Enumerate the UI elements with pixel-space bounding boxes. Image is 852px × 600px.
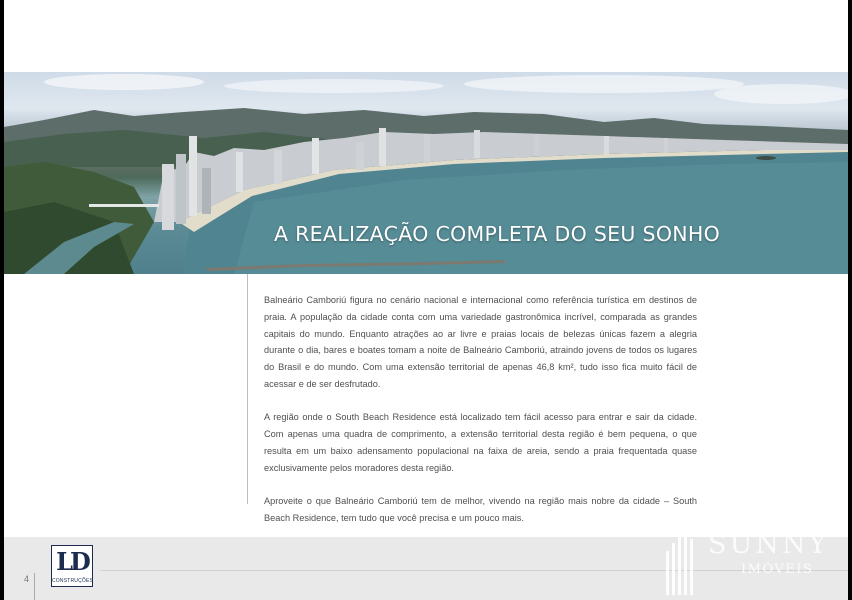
logo-subtitle: CONSTRUÇÕES bbox=[52, 578, 94, 584]
city-beach-photo bbox=[4, 72, 848, 274]
body-text bbox=[264, 292, 697, 543]
footer-rule bbox=[100, 570, 848, 571]
page-number: 4 bbox=[24, 574, 30, 584]
paragraph-region: A região onde o South Beach Residence está localizado tem fácil acesso para entrar e sair da cidade. Com apenas uma quadra de comprimento, a extensão territorial desta região é bem pequena, o que resulta em um baixo adensamento populacional na faixa de areia, sendo a praia frequentada quase exclusivamente pelos moradores desta região. bbox=[264, 412, 697, 473]
document-page bbox=[4, 0, 848, 600]
hero-title: A REALIZAÇÃO COMPLETA DO SEU SONHO bbox=[274, 222, 721, 246]
paragraph-city: Balneário Camboriú figura no cenário nacional e internacional como referência turística em destinos de praia. A população da cidade conta com uma variedade gastronômica incrível, comparada as grandes capitais do mundo. Enquanto atrações ao ar livre e praias locais de belezas únicas fazem a alegria durante o dia, bares e boates tomam a noite de Balneário Camboriú, atraindo jovens de todos os lugares do Brasil e do mundo. Com uma extensão territorial de apenas 46,8 km², tudo isso fica muito fácil de acessar e de ser desfrutado. bbox=[264, 295, 697, 389]
paragraph-closing: Aproveite o que Balneário Camboriú tem de melhor, vivendo na região mais nobre da cidade – South Beach Residence, tem tudo que você precisa e um pouco mais. bbox=[264, 495, 697, 523]
ld-construcoes-logo bbox=[51, 545, 93, 587]
watermark-sunny: SUNNY bbox=[708, 529, 830, 560]
logo-mark: LD bbox=[56, 547, 88, 576]
text-divider-line bbox=[247, 274, 248, 504]
watermark-imoveis: IMÓVEIS bbox=[741, 562, 814, 577]
page-number-line bbox=[34, 573, 35, 600]
sunny-logo-stripes-icon bbox=[664, 533, 704, 595]
